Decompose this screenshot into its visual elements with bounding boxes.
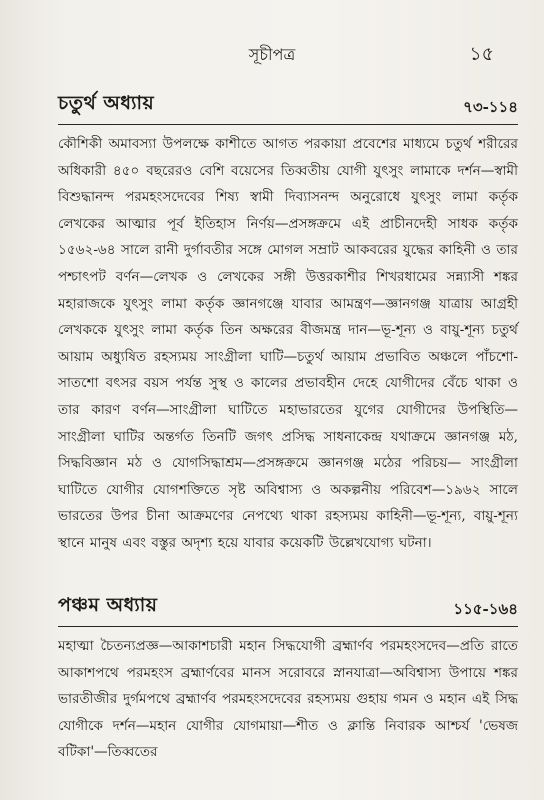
chapter-page-range: ১১৫-১৬৪ — [453, 600, 518, 618]
chapter-four-entry — [58, 94, 518, 557]
chapter-summary: কৌশিকী অমাবস্যা উপলক্ষে কাশীতে আগত পরকায়া প্রবেশের মাধ্যমে চতুর্থ শরীরের অধিকারী ৪৫০ বছরেরও বেশি বয়েসের তিব্বতীয় যোগী যুৎসুং লামাকে দর্শন—স্বামী বিশুদ্ধানন্দ পরমহংসদেবের শিষ্য স্বামী দিব্যাসনন্দ অনুরোধে যুৎসুং লামা কর্তৃক লেখকের আত্মার পূর্ব ইতিহাস নির্ণয়—প্রসঙ্গক্রমে এই প্রাচীনদেহী সাধক কর্তৃক ১৫৬২-৬৪ সালে রানী দুর্গাবতীর সঙ্গে মোগল সম্রাট আকবরের যুদ্ধের কাহিনী ও তার পশ্চাৎপট বর্ণন—লেখক ও লেখকের সঙ্গী উত্তরকাশীর শিখরধামের সন্ন্যাসী শঙ্কর মহারাজকে যুৎসুং লামা কর্তৃক জ্ঞানগঞ্জে যাবার আমন্ত্রণ—জ্ঞানগঞ্জ যাত্রায় আগ্রহী লেখককে যুৎসুং লামা কর্তৃক তিন অক্ষরের বীজমন্ত্র দান—ভূ-শূন্য ও বায়ু-শূন্য চতুর্থ আয়াম অধ্যুষিত রহস্যময় সাংগ্রীলা ঘাটি—চতুর্থ আয়াম প্রভাবিত অঞ্চলে পাঁচশো-সাতশো বৎসর বয়স পর্যন্ত সুস্থ ও কালের প্রভাবহীন দেহে যোগীদের বেঁচে থাকা ও তার কারণ বর্ণন—সাংগ্রীলা ঘাটিতে মহাভারতের যুগের যোগীদের উপস্থিতি—সাংগ্রীলা ঘাটির অন্তর্গত তিনটি জগৎ প্রসিদ্ধ সাধনাকেন্দ্র যথাক্রমে জ্ঞানগঞ্জ মঠ, সিদ্ধবিজ্ঞান মঠ ও যোগসিদ্ধাশ্রম—প্রসঙ্গক্রমে জ্ঞানগঞ্জ মঠের পরিচয়— সাংগ্রীলা ঘাটিতে যোগীর যোগশক্তিতে সৃষ্ট অবিশ্বাস্য ও অকল্পনীয় পরিবেশ—১৯৬২ সালে ভারতের উপর চীনা আক্রমণের নেপথ্যে থাকা রহস্যময় কাহিনী—ভূ-শূন্য, বায়ু-শূন্য স্থানে মানুষ এবং বস্তুর অদৃশ্য হয়ে যাবার কয়েকটি উল্লেখযোগ্য ঘটনা। — [58, 136, 518, 551]
chapter-summary: মহাত্মা চৈতন্যপ্রজ্ঞ—আকাশচারী মহান সিদ্ধযোগী ব্রহ্মার্ণব পরমহংসদেব—প্রতি রাতে আকাশপথে পরমহংস ব্রহ্মার্ণবের মানস সরোবরে স্নানযাত্রা—অবিশ্বাস্য উপায়ে শঙ্কর ভারতীজীর দুর্গমপথে ব্রহ্মার্ণব পরমহংসদেবের রহস্যময় গুহায় গমন ও মহান এই সিদ্ধ যোগীকে দর্শন—মহান যোগীর যোগমায়া—শীত ও ক্লান্তি নিবারক আশ্চর্য 'ভেষজ বটিকা'—তিব্বতের — [58, 638, 518, 761]
chapter-title: পঞ্চম অধ্যায় — [58, 594, 158, 616]
page-number: ১৫ — [469, 43, 494, 65]
page-header — [0, 40, 544, 70]
chapter-five-entry — [58, 596, 518, 766]
chapter-page-range: ৭৩-১১৪ — [463, 98, 518, 116]
chapter-heading-row — [58, 94, 518, 125]
chapter-title: চতুর্থ অধ্যায় — [58, 92, 155, 114]
running-title: সূচীপত্র — [248, 45, 296, 64]
chapter-heading-row — [58, 596, 518, 627]
